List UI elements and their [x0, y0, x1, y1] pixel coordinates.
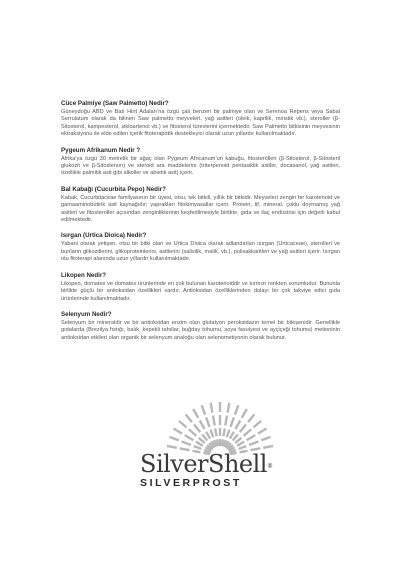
- section-body: Yabani olarak yetişen, otsu bir bitki olan ve Urtica Dioica olarak adlandırılan ısırgan (Urticaceae), sterolleri ve bunların glikozitlerini, glikoproteinlerini, asitlerini (salisilik, malik, vb.), polisakkaritleri ve yağ asitleri içerir. Isırgan otu fitoterapi alanında uzun yıllardır kullanılmaktadır.: [61, 241, 340, 263]
- section-title: Likopen Nedir?: [61, 271, 107, 279]
- section-body: Afrika’ya özgü 30 metrelik bir ağaç olan Pygeum Africanum’un kabuğu, fitosterölleri (β-Sitosterol, β-Sitosteril glukozit ve β-Sitostenon) ve steroid ara maddelerini (triterpenoid pentasiklik asitler, docasanol, yağ asitleri, özellikle palmitik asit gibi alkoller ve abietik asit) içerir.: [61, 155, 340, 177]
- section-pumpkin: [61, 186, 340, 225]
- section-title: Cüce Palmiye (Saw Palmetto) Nedir?: [61, 100, 169, 107]
- section-saw-palmetto: [61, 100, 340, 139]
- section-body: Likopen, domates ve domates ürünlerinde en çok bulunan karotenoiddir ve kırmızı renkten sorumludur. Bununla birlikte güçlü bir antioksidan özellikleri vardır. Antioksidan özelliklerinden dolayı bir çok takviye edici gıda ürünlerinde kullanılmaktadır.: [61, 280, 340, 302]
- sunburst-icon: [140, 398, 300, 458]
- section-body: Selenyum bir mineraldir ve bir antioksidan enzim olan glutatyon peroksidazın temel bir bileşenidir. Genellikle gıdalarda (Brezilya fıstığı, balık, kepekli tahıllar, buğday tohumu, soya fasulyesi ve ayçiçeği tohumu) metioninin antioksidan etkileri olan organik bir selenyum analoğu olan selenometiyonin olarak bulunur.: [61, 319, 340, 341]
- section-nettle: [61, 232, 340, 263]
- section-body: Kabak, Cucurbitaceae familyasının bir üyesi, otsu, tek bitkili, yıllık bir bitkidir. Meyveleri zengin bir karotenoid ve gamaaminobütirik asit kaynağıdır; yaprakları fitokimyasallar içerir. Protein, lif, mineral, çoklu doymamış yağ asitleri ve fitosteroller açısından zenginliklerinin keşfedilmesiyle birlikte, gıda ve ilaç endüstrisi için değerli kabul edilmektedir.: [61, 194, 340, 224]
- brand-name: SilverShell®: [140, 450, 273, 478]
- section-lycopene: [61, 272, 340, 303]
- section-title: Selenyum Nedir?: [61, 310, 112, 318]
- section-title: Pygeum Afrikanum Nedir ?: [61, 146, 141, 154]
- section-body: Güneydoğu ABD ve Batı Hint Adaları’na özgü çalı benzeri bir palmiye olan ve Serenoa Repens veya Sabal Serrulatum olarak da bilinen Saw palmetto meyveleri, yağ asitleri (oleik, kaprilik, miristik vb.), steroller (β-Sitosterol, kampesterol, sikloartenol vb.) ve fitosterol türevlerini içermektedir. Saw Palmetto bitkisinin meyvesinin ektraksiyonu ile elde edilen içerik fitoterapötik destekleyici olarak uzun yıllardır kullanılmaktadır.: [61, 109, 340, 138]
- section-title: Bal Kabağı (Cucurbita Pepo) Nedir?: [61, 185, 166, 193]
- registered-mark: ®: [266, 463, 273, 470]
- brand-block: [140, 452, 300, 489]
- section-title: Isırgan (Urtica Dioica) Nedir?: [61, 232, 147, 240]
- section-pygeum: [61, 147, 340, 178]
- document-body: [61, 100, 340, 350]
- section-selenium: [61, 311, 340, 342]
- product-name: SILVERPROST: [140, 477, 242, 489]
